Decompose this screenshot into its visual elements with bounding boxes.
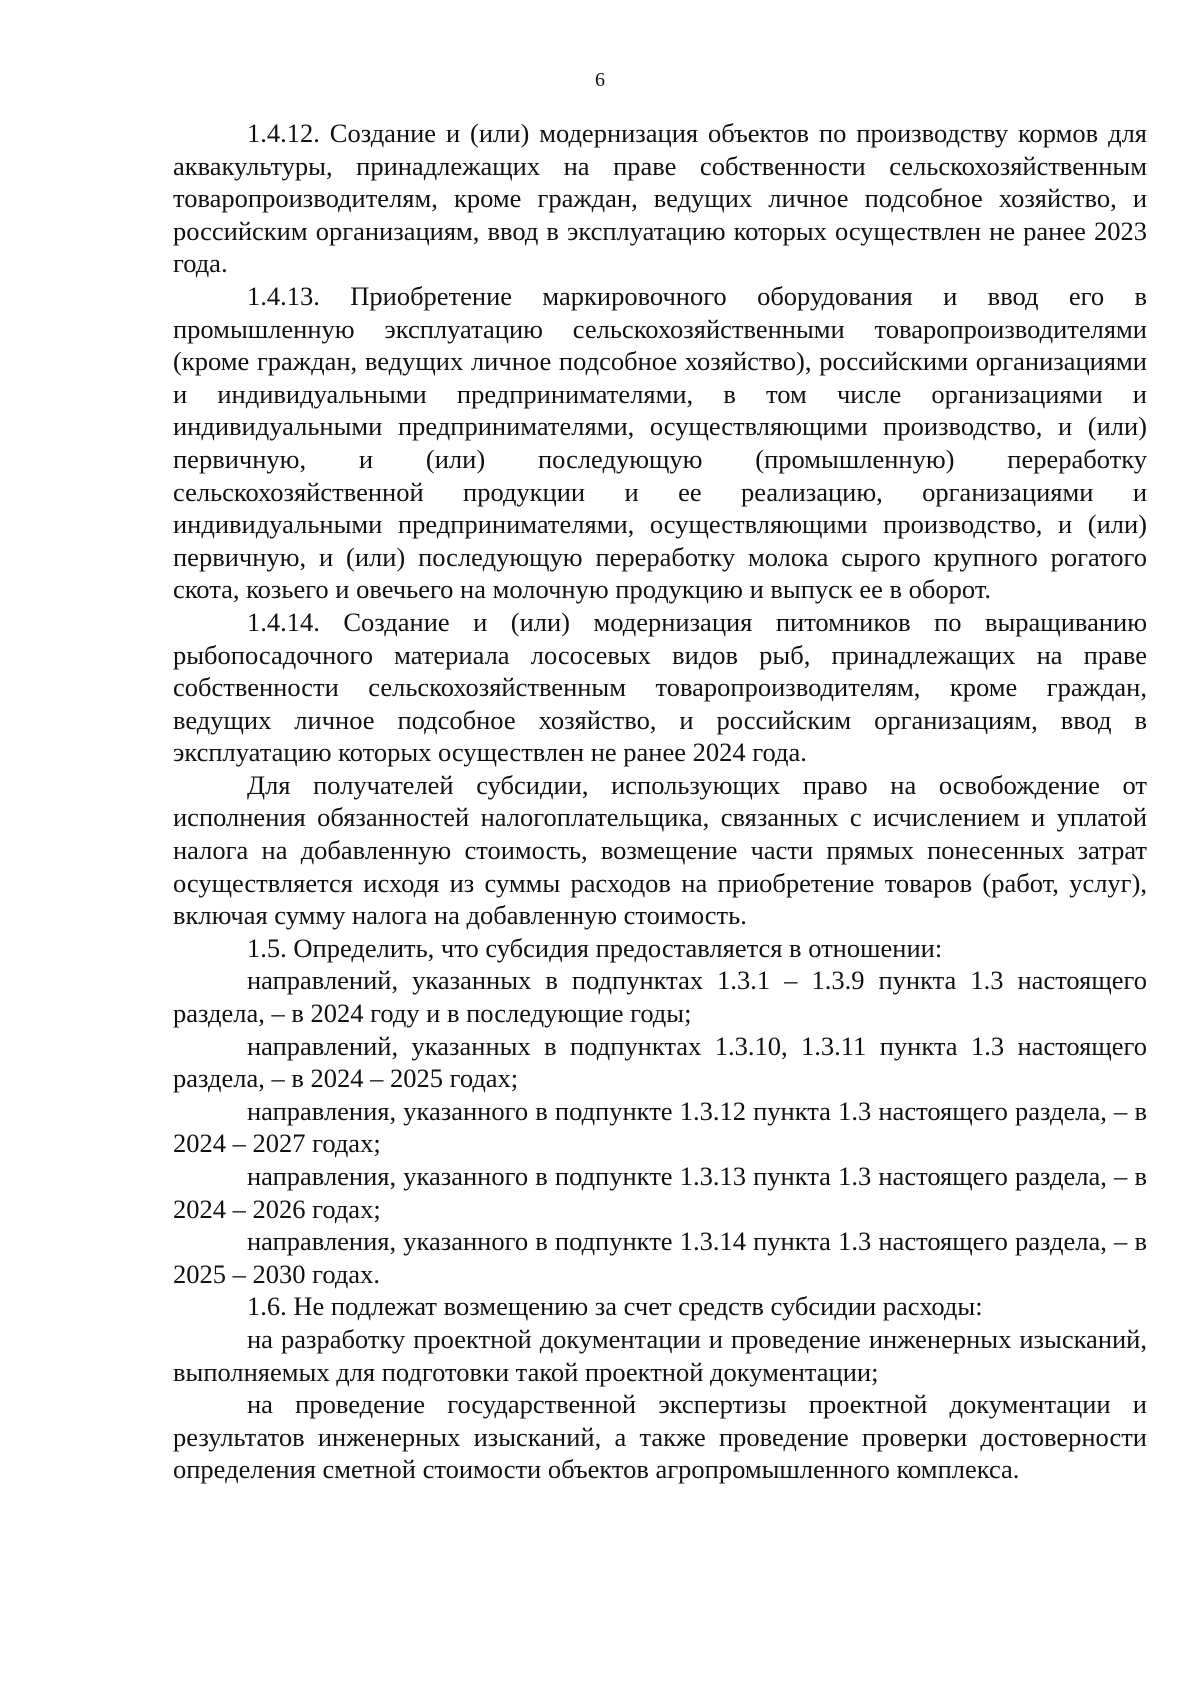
paragraph-1-4-12: 1.4.12. Создание и (или) модернизация объектов по производству кормов для аквакультуры, принадлежащих на праве собственности сельскохозяйственным товаропроизводителям, кроме граждан, ведущих личное подсобное хозяйство, и российским организациям, ввод в эксплуатацию которых осуществлен не ранее 2023 года. [173, 118, 1147, 279]
paragraph-1-5-item-5: направления, указанного в подпункте 1.3.14 пункта 1.3 настоящего раздела, – в 2025 – 2030 годах. [173, 1226, 1147, 1289]
paragraph-vat-note: Для получателей субсидии, использующих право на освобождение от исполнения обязанностей налогоплательщика, связанных с исчислением и уплатой налога на добавленную стоимость, возмещение части прямых понесенных затрат осуществляется исходя из суммы расходов на приобретение товаров (работ, услуг), включая сумму налога на добавленную стоимость. [173, 769, 1147, 931]
paragraph-1-4-13: 1.4.13. Приобретение маркировочного оборудования и ввод его в промышленную эксплуатацию сельскохозяйственными товаропроизводителями (кроме граждан, ведущих личное подсобное хозяйство), российскими организациями и индивидуальными предпринимателями, в том числе организациями и индивидуальными предпринимателями, осуществляющими производство, и (или) первичную, и (или) последующую (промышленную) переработку сельскохозяйственной продукции и ее реализацию, организациями и индивидуальными предпринимателями, осуществляющими производство, и (или) первичную, и (или) последующую переработку молока сырого крупного рогатого скота, козьего и овечьего на молочную продукцию и выпуск ее в оборот. [173, 280, 1147, 605]
paragraph-1-5-item-2: направлений, указанных в подпунктах 1.3.10, 1.3.11 пункта 1.3 настоящего раздела, – в 2024 – 2025 годах; [173, 1030, 1147, 1094]
paragraph-1-5-item-3: направления, указанного в подпункте 1.3.12 пункта 1.3 настоящего раздела, – в 2024 – 2027 годах; [173, 1095, 1147, 1159]
paragraph-1-4-14: 1.4.14. Создание и (или) модернизация питомников по выращиванию рыбопосадочного материала лососевых видов рыб, принадлежащих на праве собственности сельскохозяйственным товаропроизводителям, кроме граждан, ведущих личное подсобное хозяйство, и российским организациям, ввод в эксплуатацию которых осуществлен не ранее 2024 года. [173, 606, 1147, 768]
paragraph-1-5: 1.5. Определить, что субсидия предоставляется в отношении: [247, 932, 943, 963]
paragraph-1-5-item-1: направлений, указанных в подпунктах 1.3.1 – 1.3.9 пункта 1.3 настоящего раздела, – в 2024 году и в последующие годы; [173, 965, 1147, 1029]
page-number: 6 [595, 69, 605, 91]
paragraph-1-6: 1.6. Не подлежат возмещению за счет средств субсидии расходы: [247, 1291, 983, 1322]
paragraph-1-6-item-1: на разработку проектной документации и проведение инженерных изысканий, выполняемых для подготовки такой проектной документации; [173, 1323, 1147, 1387]
paragraph-1-6-item-2: на проведение государственной экспертизы проектной документации и результатов инженерных изысканий, а также проведение проверки достоверности определения сметной стоимости объектов агропромышленного комплекса. [173, 1389, 1147, 1485]
document-body [173, 117, 1147, 1486]
paragraph-1-5-item-4: направления, указанного в подпункте 1.3.13 пункта 1.3 настоящего раздела, – в 2024 – 2026 годах; [173, 1161, 1147, 1224]
